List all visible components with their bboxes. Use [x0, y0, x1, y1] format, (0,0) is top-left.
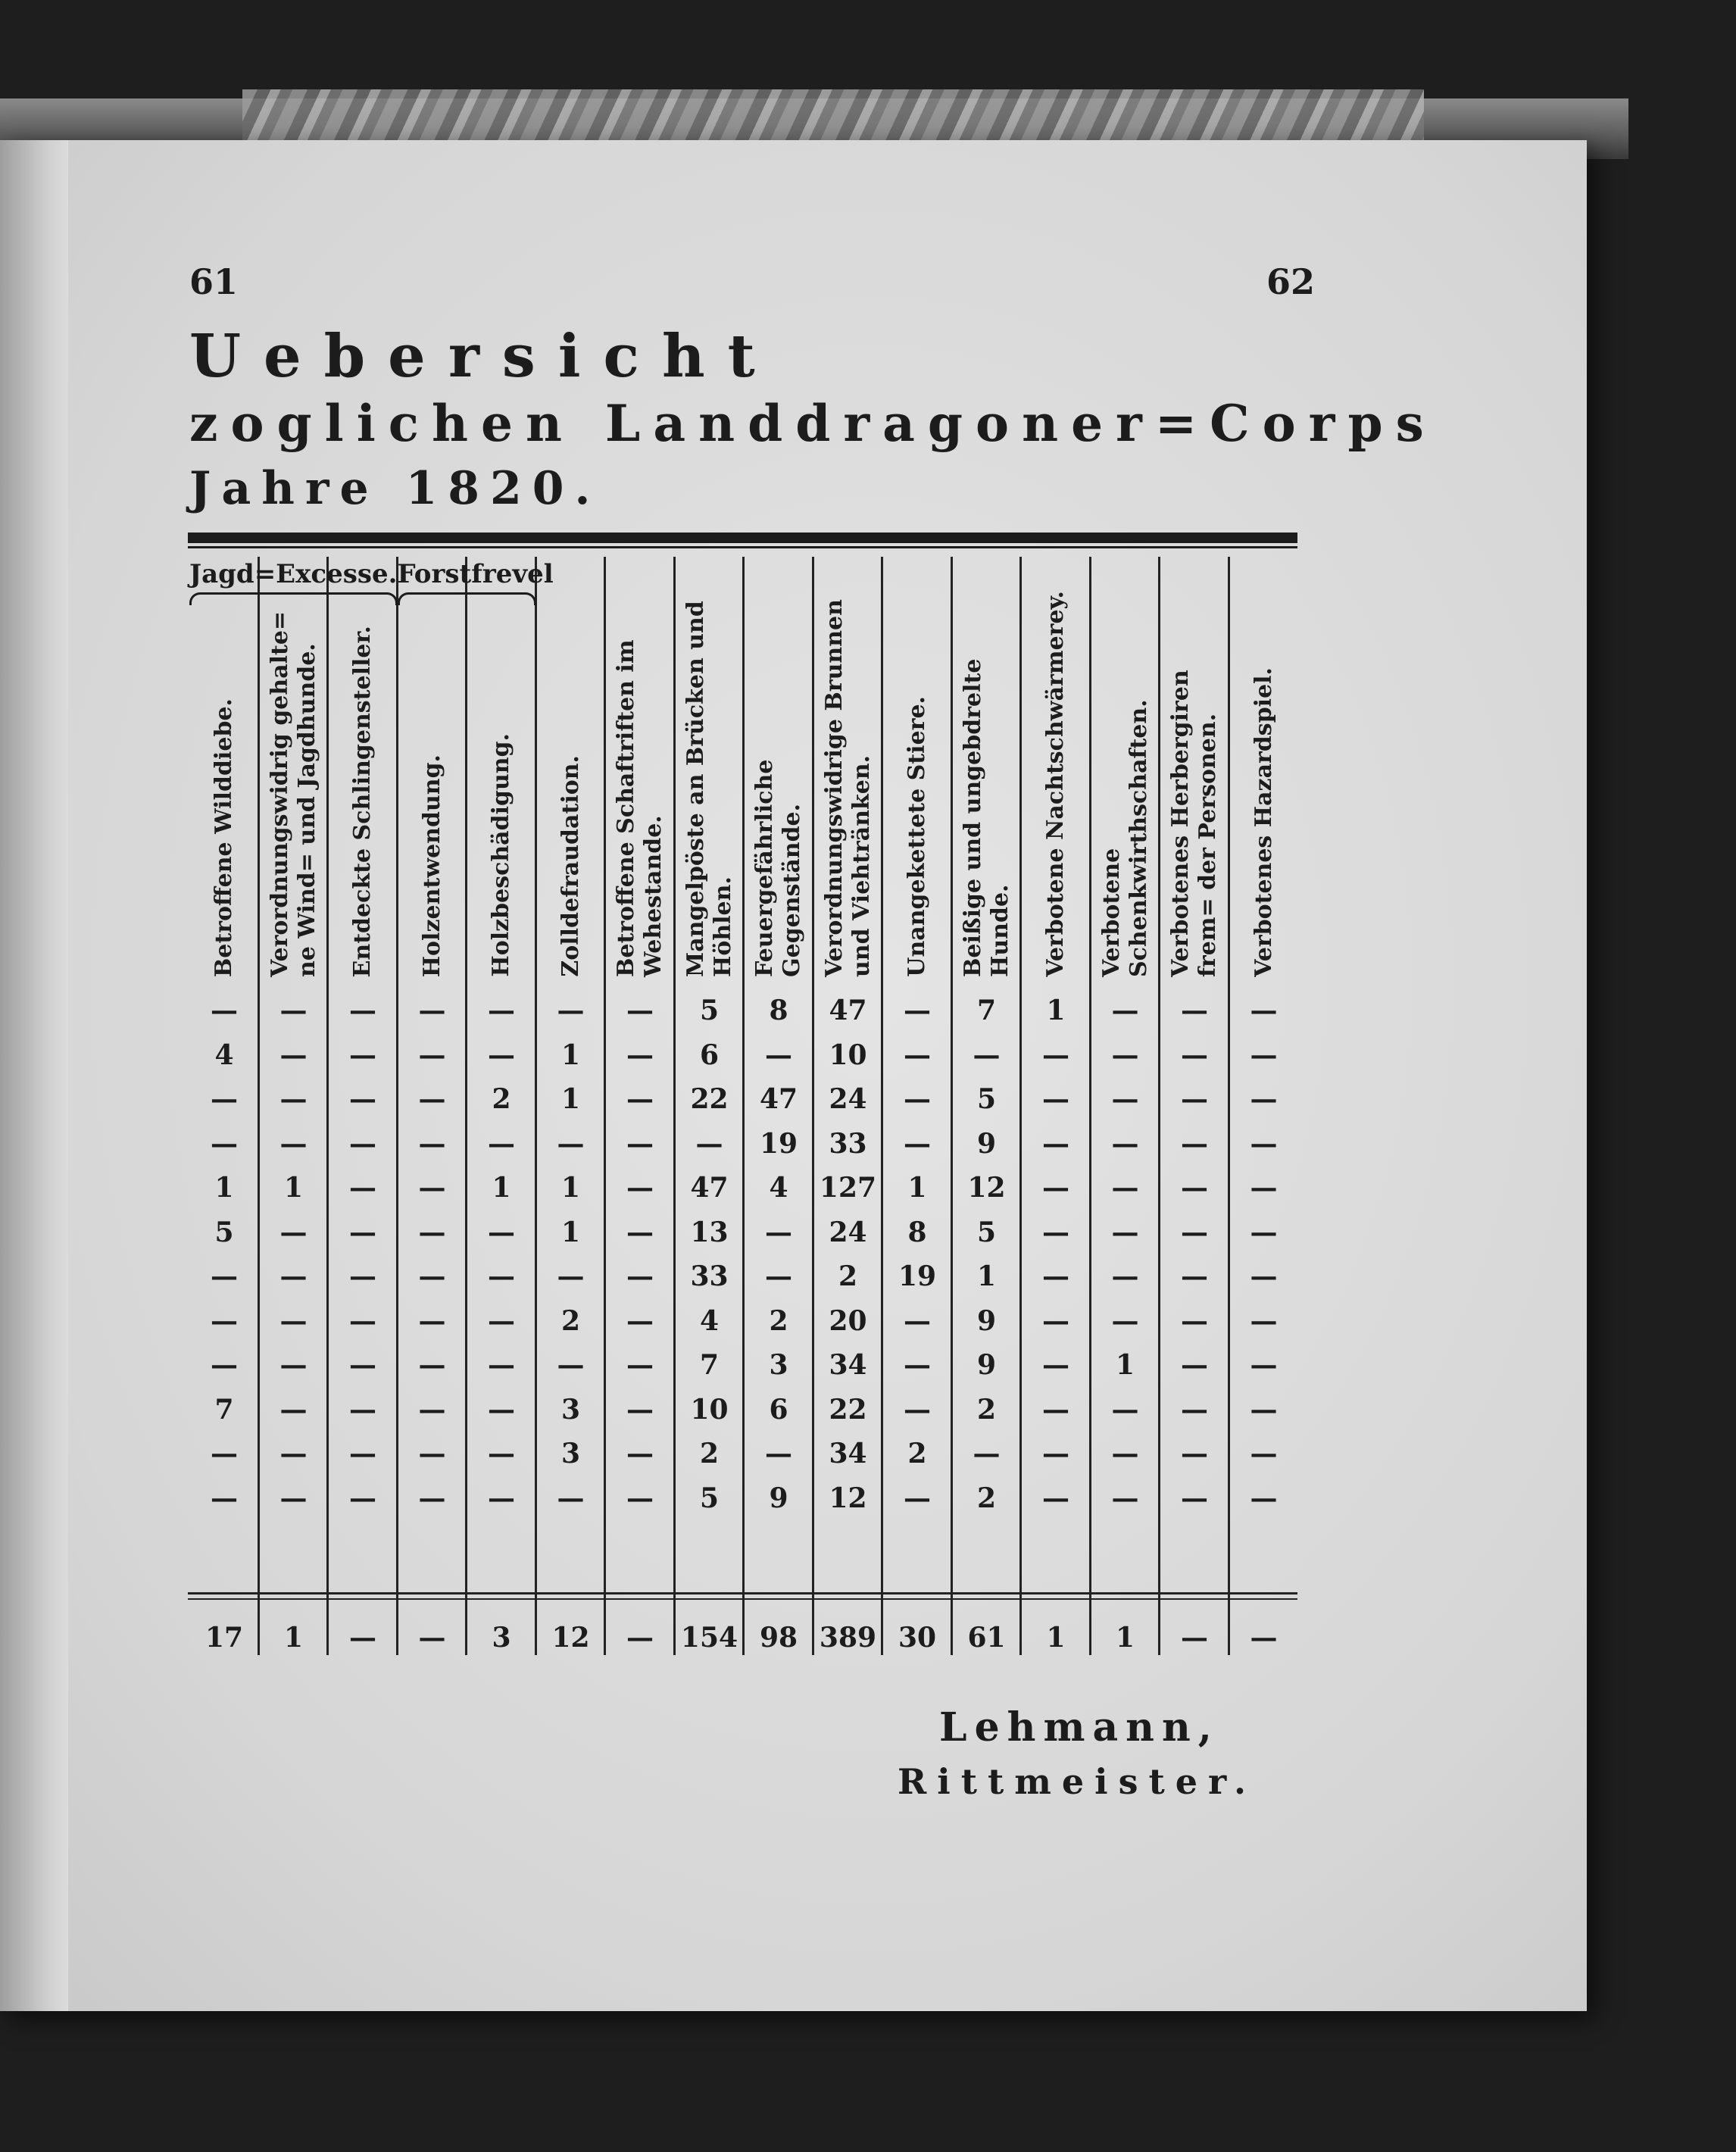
total-cell: 12 — [551, 1622, 590, 1654]
table-cell: 9 — [769, 1482, 788, 1514]
table-cell: — — [904, 1482, 931, 1514]
table-cell: — — [211, 1304, 238, 1337]
table-cell: — — [488, 1393, 515, 1426]
group-label-text: Jagd=Excesse. — [189, 559, 398, 589]
table-cell: — — [904, 1304, 931, 1337]
table-cell: 9 — [976, 1349, 997, 1381]
total-cell: 1 — [283, 1622, 304, 1654]
table-cell: — — [418, 1127, 446, 1160]
table-cell: — — [279, 1127, 308, 1160]
table-cell: 2 — [699, 1438, 720, 1470]
table-cell: 2 — [769, 1304, 788, 1337]
table-cell: — — [1181, 1482, 1208, 1514]
table-cell: 1 — [560, 1039, 581, 1071]
table-cell: — — [1250, 1393, 1278, 1426]
table-cell: 34 — [829, 1438, 867, 1470]
column-header — [742, 591, 816, 977]
table-cell: — — [904, 1393, 931, 1426]
table-cell: — — [349, 1349, 376, 1381]
table-cell: 34 — [829, 1349, 867, 1381]
table-cell: — — [1250, 1260, 1278, 1292]
table-cell: — — [211, 1127, 238, 1160]
column-header-text: Beißige und ungebdrelte Hunde. — [959, 658, 1013, 977]
column-header — [1227, 591, 1301, 977]
table-cell: 10 — [690, 1393, 729, 1426]
table-cell: — — [765, 1216, 792, 1248]
column-header — [811, 591, 885, 977]
table-cell: — — [211, 995, 238, 1026]
table-cell: — — [1250, 1216, 1278, 1248]
table-cell: 33 — [829, 1127, 867, 1160]
table-cell: — — [1250, 1039, 1278, 1071]
column-header — [464, 591, 539, 977]
column-header-text: Entdeckte Schlingensteller. — [349, 625, 376, 977]
table-cell: — — [557, 1127, 585, 1160]
table-cell: — — [279, 1039, 308, 1071]
table-cell: 6 — [769, 1393, 788, 1426]
totals-rule-secondary — [188, 1598, 1297, 1600]
table-cell: — — [488, 1304, 515, 1337]
table-cell: — — [765, 1260, 792, 1292]
column-header-text: Verordnungswidrige Brunnen und Viehtränken. — [820, 599, 875, 977]
table-cell: 19 — [898, 1260, 937, 1292]
table-cell: — — [279, 1216, 308, 1248]
table-cell: — — [349, 1260, 376, 1292]
table-cell: — — [1042, 1482, 1069, 1514]
table-cell: — — [488, 1216, 515, 1248]
table-cell: — — [626, 1260, 654, 1292]
table-cell: — — [1111, 1482, 1139, 1514]
table-cell: — — [1181, 1172, 1208, 1204]
table-cell: 12 — [829, 1482, 867, 1514]
table-cell: 3 — [560, 1438, 581, 1470]
table-cell: 1 — [907, 1172, 927, 1204]
table-cell: — — [488, 1039, 515, 1071]
table-cell: — — [695, 1127, 723, 1160]
table-cell: — — [1250, 995, 1278, 1026]
table-cell: 1 — [560, 1172, 581, 1204]
table-cell: 2 — [838, 1260, 858, 1292]
table-cell: 47 — [759, 1083, 798, 1115]
column-header — [257, 591, 331, 977]
table-cell: 8 — [769, 995, 788, 1026]
signature-rank: Rittmeister. — [898, 1761, 1257, 1802]
table-cell: — — [904, 1083, 931, 1115]
table-cell: — — [765, 1039, 792, 1071]
table-cell: — — [349, 1304, 376, 1337]
title-line-1: Uebersicht — [189, 322, 778, 391]
column-header-text: Verbotenes Hazardspiel. — [1250, 667, 1277, 977]
table-cell: 9 — [976, 1304, 997, 1337]
table-cell: — — [1111, 1083, 1139, 1115]
table-cell: — — [1181, 1083, 1208, 1115]
totals-rule — [188, 1592, 1297, 1594]
table-cell: — — [1042, 1083, 1069, 1115]
table-cell: — — [349, 1039, 376, 1071]
table-cell: — — [349, 1482, 376, 1514]
table-cell: 4 — [214, 1039, 234, 1071]
total-cell: — — [1181, 1622, 1208, 1654]
table-cell: 7 — [699, 1349, 720, 1381]
column-header — [880, 591, 954, 977]
page-gutter — [0, 140, 68, 2011]
table-cell: — — [626, 1304, 654, 1337]
table-cell: — — [418, 1482, 446, 1514]
table-cell: 1 — [492, 1172, 511, 1204]
table-cell: 1 — [283, 1172, 304, 1204]
table-cell: 8 — [907, 1216, 927, 1248]
table-cell: — — [349, 1393, 376, 1426]
table-cell: — — [626, 1349, 654, 1381]
column-header — [673, 591, 747, 977]
table-cell: — — [1181, 1127, 1208, 1160]
table-cell: — — [1042, 1393, 1069, 1426]
table-cell: 127 — [819, 1172, 877, 1204]
table-cell: 2 — [976, 1393, 997, 1426]
signature-name: Lehmann, — [939, 1704, 1219, 1751]
title-line-3: Jahre 1820. — [189, 462, 601, 515]
table-cell: — — [488, 1260, 515, 1292]
table-cell: — — [626, 1083, 654, 1115]
table-cell: 19 — [759, 1127, 798, 1160]
table-cell: — — [626, 1438, 654, 1470]
table-cell: — — [1181, 1039, 1208, 1071]
table-cell: — — [1111, 1260, 1139, 1292]
table-cell: — — [211, 1083, 238, 1115]
table-cell: — — [279, 1349, 308, 1381]
group-label-text: Forstfrevel — [397, 559, 554, 589]
table-cell: — — [1111, 1216, 1139, 1248]
table-cell: — — [1250, 1349, 1278, 1381]
table-cell: — — [418, 1304, 446, 1337]
total-cell: 3 — [492, 1622, 511, 1654]
total-cell: 154 — [680, 1622, 738, 1654]
total-cell: 1 — [1046, 1622, 1066, 1654]
table-cell: — — [1111, 1039, 1139, 1071]
table-cell: — — [211, 1260, 238, 1292]
table-cell: 1 — [976, 1260, 997, 1292]
column-header — [1157, 591, 1232, 977]
column-header — [187, 591, 261, 977]
table-cell: — — [279, 1304, 308, 1337]
table-cell: 13 — [690, 1216, 729, 1248]
table-cell: 20 — [829, 1304, 867, 1337]
table-cell: — — [1181, 1393, 1208, 1426]
column-header-text: Verbotene Nachtschwärmerey. — [1042, 591, 1069, 977]
table-cell: 1 — [560, 1216, 581, 1248]
table-cell: — — [418, 1349, 446, 1381]
total-cell: 98 — [759, 1622, 798, 1654]
table-cell: — — [904, 1349, 931, 1381]
table-cell: — — [626, 1216, 654, 1248]
table-cell: — — [279, 995, 308, 1026]
table-cell: — — [279, 1260, 308, 1292]
table-cell: — — [488, 1127, 515, 1160]
table-cell: — — [418, 1083, 446, 1115]
table-cell: — — [488, 1349, 515, 1381]
table-cell: 47 — [690, 1172, 729, 1204]
table-cell: 5 — [214, 1216, 234, 1248]
table-cell: 24 — [829, 1216, 867, 1248]
table-cell: — — [1042, 1216, 1069, 1248]
table-cell: — — [1250, 1438, 1278, 1470]
table-cell: 3 — [560, 1393, 581, 1426]
table-cell: — — [1042, 1127, 1069, 1160]
column-header — [326, 591, 400, 977]
total-cell: — — [1250, 1622, 1278, 1654]
table-cell: — — [279, 1393, 308, 1426]
table-cell: — — [488, 1438, 515, 1470]
table-cell: — — [1042, 1039, 1069, 1071]
table-cell: — — [1042, 1172, 1069, 1204]
table-cell: 5 — [699, 995, 720, 1026]
table-cell: — — [1181, 1260, 1208, 1292]
table-cell: — — [211, 1349, 238, 1381]
table-cell: — — [349, 995, 376, 1026]
table-cell: 2 — [907, 1438, 927, 1470]
total-cell: 30 — [898, 1622, 937, 1654]
table-cell: — — [349, 1127, 376, 1160]
column-header-text: Betroffene Wilddiebe. — [211, 698, 237, 977]
table-cell: — — [1181, 1438, 1208, 1470]
table-cell: 6 — [699, 1039, 720, 1071]
table-cell: — — [418, 1039, 446, 1071]
table-cell: — — [973, 1438, 1001, 1470]
table-cell: — — [418, 995, 446, 1026]
table-cell: — — [557, 995, 585, 1026]
column-header-text: Mangelpöste an Brücken und Höhlen. — [682, 601, 736, 977]
table-cell: — — [279, 1083, 308, 1115]
column-header-text: Unangekettete Stiere. — [904, 696, 930, 977]
table-cell: — — [1111, 1304, 1139, 1337]
table-cell: — — [765, 1438, 792, 1470]
table-cell: — — [211, 1438, 238, 1470]
table-cell: — — [211, 1482, 238, 1514]
table-cell: 2 — [560, 1304, 581, 1337]
table-cell: — — [279, 1438, 308, 1470]
table-cell: — — [418, 1260, 446, 1292]
total-cell: 389 — [819, 1622, 877, 1654]
table-cell: — — [349, 1172, 376, 1204]
table-cell: — — [1111, 1172, 1139, 1204]
page-number-left: 61 — [189, 261, 239, 302]
table-cell: — — [1181, 1304, 1208, 1337]
table-cell: — — [557, 1349, 585, 1381]
table-cell: — — [349, 1438, 376, 1470]
total-cell: — — [418, 1622, 446, 1654]
table-cell: 47 — [829, 995, 867, 1026]
column-header-text: Verbotenes Herbergiren frem= der Personen. — [1167, 670, 1221, 977]
table-cell: 2 — [976, 1482, 997, 1514]
table-cell: — — [418, 1216, 446, 1248]
table-cell: — — [626, 1172, 654, 1204]
table-cell: 9 — [976, 1127, 997, 1160]
column-header — [395, 591, 470, 977]
table-cell: — — [1042, 1349, 1069, 1381]
column-header-text: Verordnungswidrig gehalte= ne Wind= und Jagdhunde. — [266, 611, 320, 977]
column-header — [1088, 591, 1163, 977]
table-cell: — — [418, 1172, 446, 1204]
table-cell: 5 — [976, 1083, 997, 1115]
table-top-rule — [188, 533, 1297, 543]
column-header-text: Verbotene Schenkwirthschaften. — [1097, 699, 1152, 977]
table-cell: — — [279, 1482, 308, 1514]
table-cell: — — [904, 1039, 931, 1071]
title-line-2: zoglichen Landdragoner=Corps — [189, 394, 1437, 453]
table-cell: — — [973, 1039, 1001, 1071]
table-cell: — — [1250, 1127, 1278, 1160]
table-cell: — — [626, 1127, 654, 1160]
total-cell: 17 — [205, 1622, 244, 1654]
table-cell: — — [626, 1482, 654, 1514]
table-cell: — — [1111, 1438, 1139, 1470]
table-cell: — — [488, 995, 515, 1026]
table-cell: — — [349, 1216, 376, 1248]
table-cell: — — [418, 1393, 446, 1426]
table-cell: 4 — [699, 1304, 720, 1337]
table-cell: — — [1111, 995, 1139, 1026]
table-cell: 7 — [976, 995, 997, 1026]
table-cell: 7 — [214, 1393, 234, 1426]
column-header-text: Holzbeschädigung. — [488, 733, 514, 977]
table-cell: — — [904, 995, 931, 1026]
table-cell: — — [1042, 1260, 1069, 1292]
table-cell: — — [488, 1482, 515, 1514]
total-cell: 1 — [1115, 1622, 1135, 1654]
table-cell: 4 — [769, 1172, 788, 1204]
table-cell: — — [349, 1083, 376, 1115]
table-cell: — — [418, 1438, 446, 1470]
page-number-right: 62 — [1266, 261, 1316, 302]
column-header — [603, 591, 677, 977]
table-cell: — — [626, 1393, 654, 1426]
table-cell: — — [557, 1482, 585, 1514]
table-cell: 10 — [829, 1039, 867, 1071]
table-cell: — — [1181, 995, 1208, 1026]
column-header-text: Zolldefraudation. — [557, 755, 584, 977]
table-cell: 1 — [1046, 995, 1066, 1026]
table-cell: — — [557, 1260, 585, 1292]
table-cell: 1 — [214, 1172, 234, 1204]
column-header-text: Betroffene Schaftriften im Wehestande. — [613, 639, 667, 977]
table-cell: — — [1250, 1304, 1278, 1337]
table-cell: 24 — [829, 1083, 867, 1115]
column-header-text: Feuergefährliche Gegenstände. — [751, 759, 805, 977]
table-cell: — — [1111, 1393, 1139, 1426]
total-cell: — — [626, 1622, 654, 1654]
table-cell: — — [1250, 1172, 1278, 1204]
total-cell: — — [349, 1622, 376, 1654]
table-cell: 1 — [560, 1083, 581, 1115]
table-cell: — — [1042, 1304, 1069, 1337]
column-header — [534, 591, 608, 977]
table-cell: — — [1250, 1083, 1278, 1115]
table-cell: 12 — [967, 1172, 1006, 1204]
column-header — [1019, 591, 1093, 977]
column-header-text: Holzentwendung. — [418, 754, 445, 977]
table-cell: 2 — [492, 1083, 511, 1115]
table-cell: 5 — [699, 1482, 720, 1514]
column-header — [950, 591, 1024, 977]
table-cell: — — [904, 1127, 931, 1160]
table-cell: 3 — [769, 1349, 788, 1381]
table-cell: 5 — [976, 1216, 997, 1248]
table-cell: 22 — [690, 1083, 729, 1115]
table-cell: — — [626, 995, 654, 1026]
table-cell: — — [1181, 1349, 1208, 1381]
table-cell: 22 — [829, 1393, 867, 1426]
table-cell: — — [1250, 1482, 1278, 1514]
table-cell: — — [626, 1039, 654, 1071]
table-cell: — — [1042, 1438, 1069, 1470]
total-cell: 61 — [967, 1622, 1006, 1654]
table-cell: 33 — [690, 1260, 729, 1292]
table-cell: — — [1111, 1127, 1139, 1160]
table-cell: 1 — [1115, 1349, 1135, 1381]
table-cell: — — [1181, 1216, 1208, 1248]
marbled-cover-edge — [242, 89, 1424, 142]
